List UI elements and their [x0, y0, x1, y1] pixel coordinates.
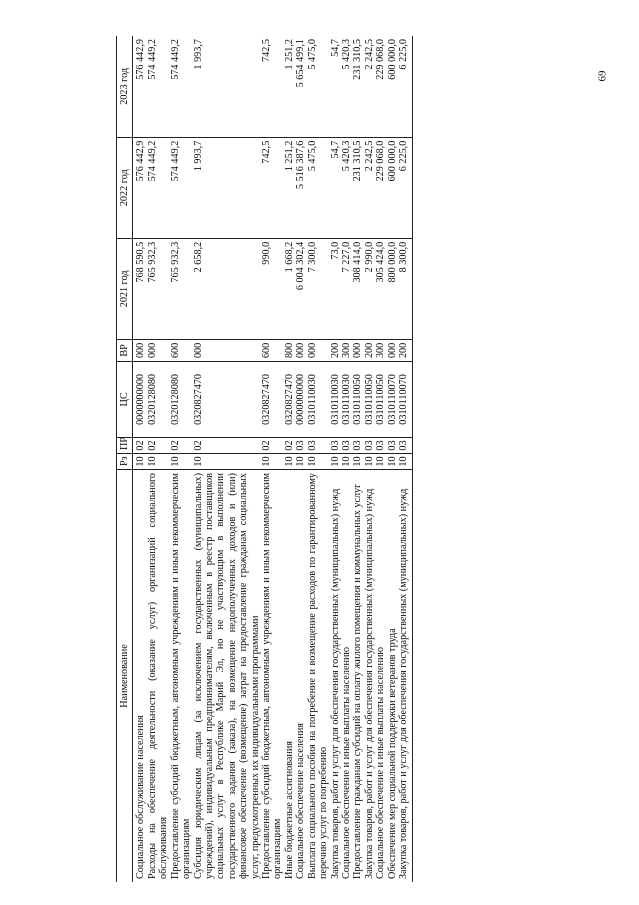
cell-vr: 200 [330, 339, 341, 361]
cell-pr: 03 [307, 437, 330, 453]
cell-2023: 5 475,0 [307, 36, 330, 137]
cell-vr: 000 [352, 339, 363, 361]
cell-cs: 0310110050 [352, 361, 363, 437]
header-rz: Рз [117, 454, 133, 470]
cell-2023: 6 225,0 [398, 36, 412, 137]
cell-vr: 000 [133, 339, 147, 361]
cell-cs: 0320827470 [261, 361, 284, 437]
cell-rz: 10 [352, 454, 363, 470]
cell-rz: 10 [375, 454, 386, 470]
cell-2022: 5 475,0 [307, 137, 330, 238]
cell-2022: 742,5 [261, 137, 284, 238]
cell-vr: 200 [364, 339, 375, 361]
header-2023: 2023 год [117, 36, 133, 137]
cell-vr: 600 [261, 339, 284, 361]
cell-2021: 765 932,3 [170, 238, 193, 339]
header-2022: 2022 год [117, 137, 133, 238]
table-row [284, 36, 295, 882]
header-vr: ВР [117, 339, 133, 361]
cell-rz: 10 [147, 454, 170, 470]
table-row [398, 36, 412, 882]
cell-2021: 7 227,0 [341, 238, 352, 339]
table-row [261, 36, 284, 882]
cell-pr: 03 [295, 437, 306, 453]
cell-pr: 02 [284, 437, 295, 453]
cell-cs: 0000000000 [133, 361, 147, 437]
cell-cs: 0310110050 [375, 361, 386, 437]
cell-pr: 03 [398, 437, 412, 453]
table-row [375, 36, 386, 882]
cell-cs: 0310110030 [330, 361, 341, 437]
table-body [133, 36, 412, 882]
cell-2023: 576 442,9 [133, 36, 147, 137]
table-row [147, 36, 170, 882]
cell-pr: 03 [364, 437, 375, 453]
cell-rz: 10 [193, 454, 262, 470]
cell-2021: 8 300,0 [398, 238, 412, 339]
cell-2022: 1 993,7 [193, 137, 262, 238]
cell-vr: 000 [307, 339, 330, 361]
cell-vr: 000 [193, 339, 262, 361]
cell-2023: 1 251,2 [284, 36, 295, 137]
cell-name: Социальное обеспечение населения [295, 723, 307, 879]
cell-vr: 800 [284, 339, 295, 361]
cell-2021: 6 004 302,4 [295, 238, 306, 339]
cell-name: Социальное обеспечение и иные выплаты населению [341, 646, 353, 879]
cell-rz: 10 [330, 454, 341, 470]
cell-cs: 0000000000 [295, 361, 306, 437]
cell-cs: 0310110070 [398, 361, 412, 437]
cell-cs: 0320827470 [284, 361, 295, 437]
table-row [364, 36, 375, 882]
budget-table [116, 36, 413, 882]
cell-2021: 765 932,3 [147, 238, 170, 339]
table-header [117, 36, 133, 882]
table-row [307, 36, 330, 882]
cell-rz: 10 [284, 454, 295, 470]
header-pr: ПР [117, 437, 133, 453]
header-2021: 2021 год [117, 238, 133, 339]
cell-pr: 03 [352, 437, 363, 453]
cell-2021: 308 414,0 [352, 238, 363, 339]
cell-pr: 03 [387, 437, 398, 453]
cell-2022: 574 449,2 [170, 137, 193, 238]
cell-pr: 03 [330, 437, 341, 453]
table-row [387, 36, 398, 882]
cell-vr: 000 [387, 339, 398, 361]
cell-cs: 0310110070 [387, 361, 398, 437]
cell-name: Предоставление субсидий бюджетным, автономным учреждениям и иным некоммерческим организациям [261, 473, 284, 879]
cell-pr: 02 [133, 437, 147, 453]
cell-pr: 03 [375, 437, 386, 453]
cell-2023: 574 449,2 [170, 36, 193, 137]
cell-rz: 10 [398, 454, 412, 470]
cell-2023: 54,7 [330, 36, 341, 137]
cell-pr: 02 [147, 437, 170, 453]
cell-2022: 231 310,5 [352, 137, 363, 238]
cell-name: Закупка товаров, работ и услуг для обеспечения государственных (муниципальных) нужд [329, 488, 341, 879]
cell-2022: 54,7 [330, 137, 341, 238]
cell-2023: 574 449,2 [147, 36, 170, 137]
cell-name: Расходы на обеспечение деятельности (оказание услуг) организаций социального обслуживания [146, 473, 170, 879]
cell-vr: 300 [341, 339, 352, 361]
cell-rz: 10 [341, 454, 352, 470]
cell-2021: 2 658,2 [193, 238, 262, 339]
cell-cs: 0310110030 [307, 361, 330, 437]
cell-2022: 5 516 387,6 [295, 137, 306, 238]
table-row [133, 36, 147, 882]
cell-name: Социальное обслуживание населения [135, 715, 147, 879]
cell-rz: 10 [307, 454, 330, 470]
cell-rz: 10 [261, 454, 284, 470]
cell-2023: 742,5 [261, 36, 284, 137]
cell-name: Выплата социального пособия на погребение и возмещение расходов по гарантированному перечню услуг по погребению [306, 473, 330, 879]
cell-2023: 2 242,5 [364, 36, 375, 137]
cell-name: Иные бюджетные ассигнования [283, 741, 295, 879]
table-row [295, 36, 306, 882]
cell-vr: 000 [295, 339, 306, 361]
cell-2021: 305 424,0 [375, 238, 386, 339]
cell-name: Социальное обеспечение и иные выплаты населению [375, 646, 387, 879]
cell-2021: 73,0 [330, 238, 341, 339]
table-row [330, 36, 341, 882]
cell-2022: 576 442,9 [133, 137, 147, 238]
page-number: 69 [596, 70, 609, 82]
cell-cs: 0310110050 [364, 361, 375, 437]
cell-2023: 600 000,0 [387, 36, 398, 137]
cell-vr: 000 [147, 339, 170, 361]
rotated-page-content [116, 36, 536, 882]
cell-rz: 10 [170, 454, 193, 470]
cell-cs: 0320128080 [147, 361, 170, 437]
cell-2021: 768 590,5 [133, 238, 147, 339]
cell-rz: 10 [133, 454, 147, 470]
cell-rz: 10 [364, 454, 375, 470]
cell-rz: 10 [295, 454, 306, 470]
cell-name: Предоставление субсидий бюджетным, автономным учреждениям и иным некоммерческим организациям [169, 473, 193, 879]
cell-rz: 10 [387, 454, 398, 470]
header-name: Наименование [117, 470, 133, 882]
cell-pr: 02 [261, 437, 284, 453]
cell-name: Обеспечение мер социальной поддержки ветеранов труда [386, 628, 398, 879]
cell-cs: 0320128080 [170, 361, 193, 437]
cell-2021: 7 300,0 [307, 238, 330, 339]
cell-2022: 229 068,0 [375, 137, 386, 238]
cell-2022: 5 420,3 [341, 137, 352, 238]
cell-2022: 600 000,0 [387, 137, 398, 238]
cell-2022: 2 242,5 [364, 137, 375, 238]
cell-2022: 574 449,2 [147, 137, 170, 238]
cell-vr: 300 [375, 339, 386, 361]
table-row [193, 36, 262, 882]
cell-2023: 229 068,0 [375, 36, 386, 137]
cell-2021: 800 000,0 [387, 238, 398, 339]
cell-2021: 1 668,2 [284, 238, 295, 339]
cell-vr: 600 [170, 339, 193, 361]
cell-2023: 5 420,3 [341, 36, 352, 137]
cell-cs: 0320827470 [193, 361, 262, 437]
cell-name: Закупка товаров, работ и услуг для обеспечения государственных (муниципальных) нужд [398, 470, 412, 882]
cell-2023: 5 654 499,1 [295, 36, 306, 137]
table-row [170, 36, 193, 882]
table-row [352, 36, 363, 882]
cell-name: Предоставление гражданам субсидий на оплату жилого помещения и коммунальных услуг [352, 483, 364, 879]
header-cs: ЦС [117, 361, 133, 437]
cell-cs: 0310110030 [341, 361, 352, 437]
table-row [341, 36, 352, 882]
cell-vr: 200 [398, 339, 412, 361]
cell-name: Субсидия юридическим лицам (за исключением государственных (муниципальных) учреждений), индивидуальным предпринимателям, включенным в реестр поставщиков социальных услуг в Республике Марий Эл, но не участвующим в выполнении государственного задания (заказа), на возмещение недополученных доходов и (или) финансовое обеспечение (возмещение) затрат на предоставление гражданам социальных услуг, предусмотренных их индивидуальными программами [192, 473, 261, 879]
cell-pr: 02 [170, 437, 193, 453]
cell-2023: 231 310,5 [352, 36, 363, 137]
cell-2022: 1 251,2 [284, 137, 295, 238]
cell-pr: 02 [193, 437, 262, 453]
cell-2023: 1 993,7 [193, 36, 262, 137]
cell-name: Закупка товаров, работ и услуг для обеспечения государственных (муниципальных) нужд [363, 488, 375, 879]
cell-2021: 2 990,0 [364, 238, 375, 339]
cell-pr: 03 [341, 437, 352, 453]
cell-2022: 6 225,0 [398, 137, 412, 238]
cell-2021: 990,0 [261, 238, 284, 339]
